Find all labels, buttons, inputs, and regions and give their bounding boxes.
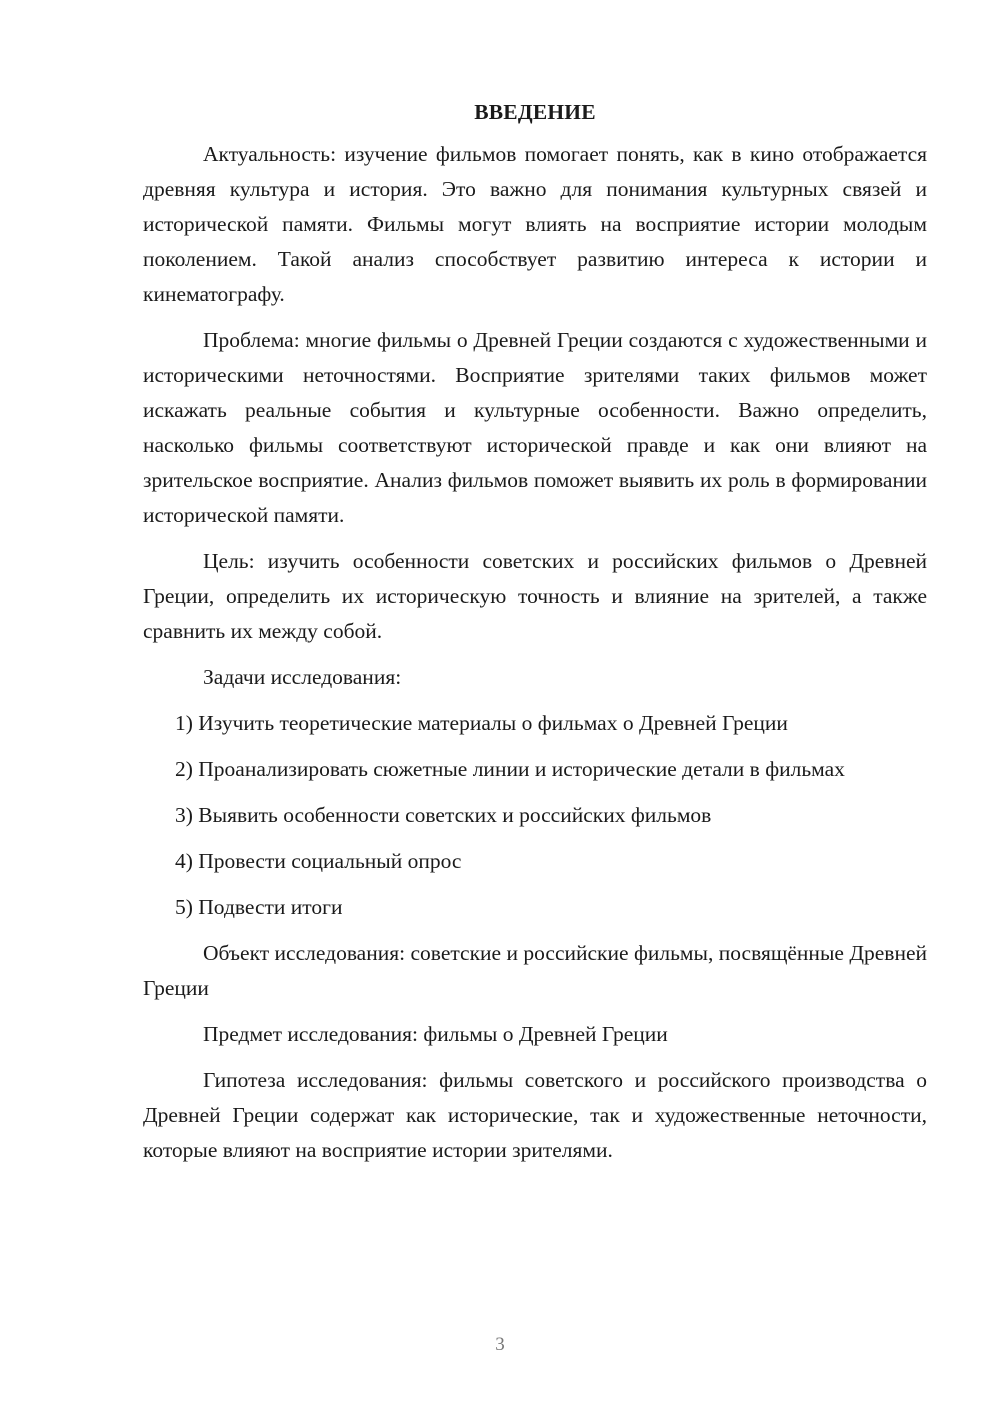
object-paragraph: Объект исследования: советские и российские фильмы, посвящённые Древней Греции	[143, 941, 927, 1000]
goal-paragraph: Цель: изучить особенности советских и российских фильмов о Древней Греции, определить их историческую точность и влияние на зрителей, а также сравнить их между собой.	[143, 549, 927, 643]
problem-paragraph: Проблема: многие фильмы о Древней Греции создаются с художественными и историческими неточностями. Восприятие зрителями таких фильмов может искажать реальные события и культурные особенности. Важно определить, насколько фильмы соответствуют исторической правде и как они влияют на зрительское восприятие. Анализ фильмов поможет выявить их роль в формировании исторической памяти.	[143, 328, 927, 527]
tasks-heading: Задачи исследования:	[203, 665, 402, 689]
task-item-1: 1) Изучить теоретические материалы о фильмах о Древней Греции	[175, 711, 788, 735]
relevance-paragraph: Актуальность: изучение фильмов помогает понять, как в кино отображается древняя культура и история. Это важно для понимания культурных связей и исторической памяти. Фильмы могут влиять на восприятие истории молодым поколением. Такой анализ способствует развитию интереса к истории и кинематографу.	[143, 142, 927, 306]
section-title: ВВЕДЕНИЕ	[474, 100, 596, 124]
task-item-2: 2) Проанализировать сюжетные линии и исторические детали в фильмах	[175, 757, 845, 781]
hypothesis-paragraph: Гипотеза исследования: фильмы советского и российского производства о Древней Греции содержат как исторические, так и художественные неточности, которые влияют на восприятие истории зрителями.	[143, 1068, 927, 1162]
task-item-5: 5) Подвести итоги	[175, 895, 343, 919]
page-number: 3	[495, 1334, 505, 1355]
task-item-4: 4) Провести социальный опрос	[175, 849, 462, 873]
subject-paragraph: Предмет исследования: фильмы о Древней Греции	[203, 1022, 668, 1046]
task-item-3: 3) Выявить особенности советских и российских фильмов	[175, 803, 712, 827]
page-content	[143, 96, 927, 1179]
